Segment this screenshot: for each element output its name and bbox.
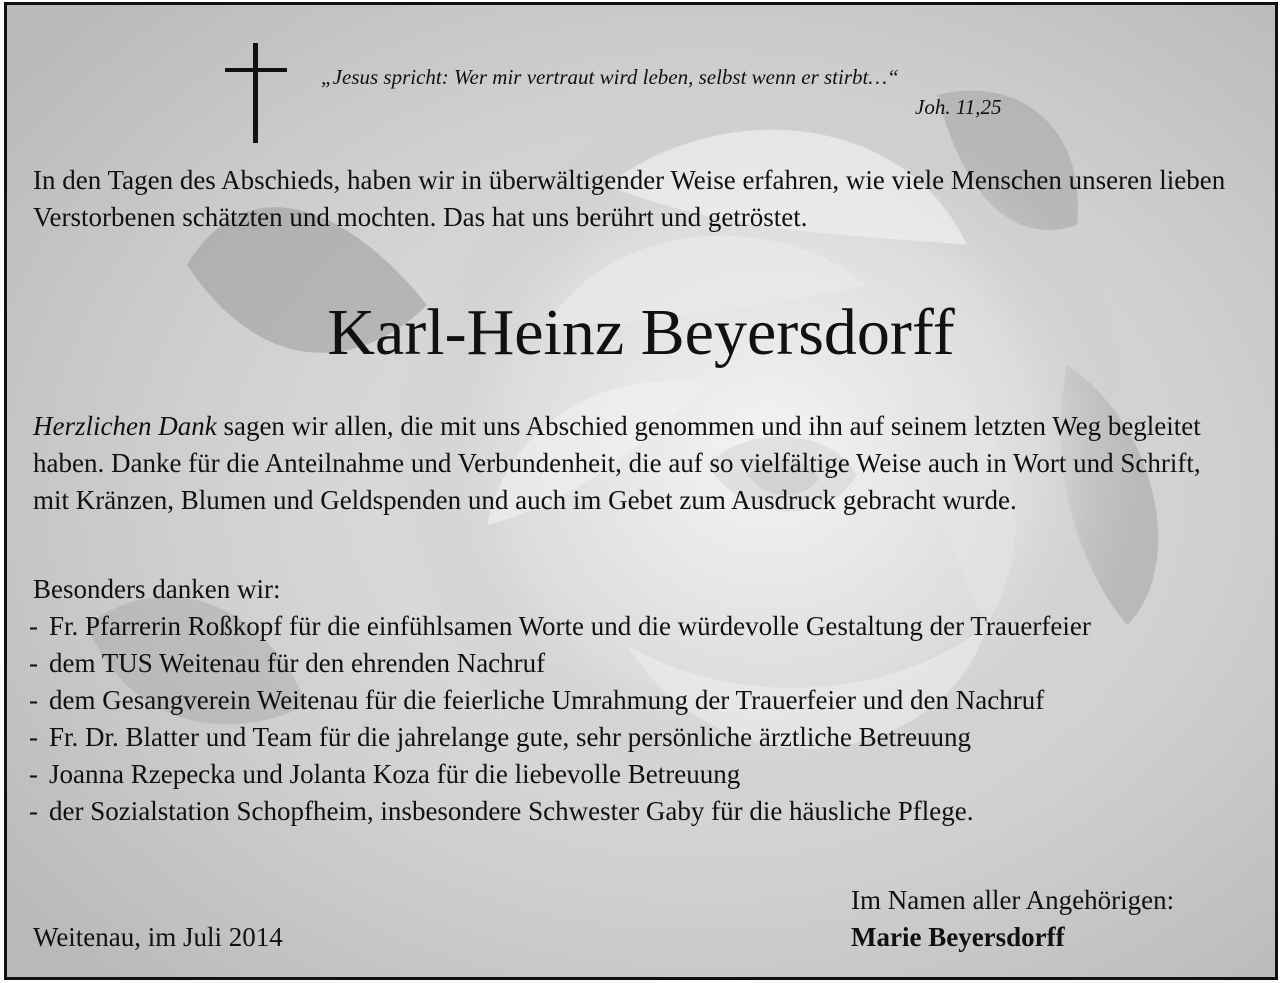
bible-quote: „Jesus spricht: Wer mir vertraut wird leben, selbst wenn er stirbt…“ [321, 65, 899, 89]
list-item-text: Fr. Pfarrerin Roßkopf für die einfühlsamen Worte und die würdevolle Gestaltung der Trauerfeier [49, 611, 1091, 641]
list-item-text: dem TUS Weitenau für den ehrenden Nachruf [49, 648, 546, 678]
list-item-text: Fr. Dr. Blatter und Team für die jahrelange gute, sehr persönliche ärztliche Betreuung [49, 722, 972, 752]
deceased-name: Karl-Heinz Beyersdorff [327, 296, 955, 369]
signature-name: Marie Beyersdorff [851, 922, 1065, 952]
thanks-lead: Herzlichen Dank [33, 411, 217, 441]
list-item [29, 756, 1239, 793]
cross-icon [225, 43, 287, 143]
list-bullet: - [29, 611, 38, 641]
obituary-card [4, 2, 1278, 980]
list-bullet: - [29, 796, 38, 826]
list-item [29, 682, 1239, 719]
thanks-paragraph [33, 408, 1233, 519]
obituary-content [7, 5, 1275, 977]
signature-label: Im Namen aller Angehörigen: [851, 885, 1175, 915]
list-item [29, 719, 1239, 756]
list-item [29, 608, 1239, 645]
list-bullet: - [29, 759, 38, 789]
special-thanks-list [29, 608, 1239, 830]
list-bullet: - [29, 722, 38, 752]
list-item-text: dem Gesangverein Weitenau für die feierliche Umrahmung der Trauerfeier und den Nachruf [49, 685, 1045, 715]
special-thanks-heading: Besonders danken wir: [33, 574, 281, 604]
thanks-body: sagen wir allen, die mit uns Abschied genommen und ihn auf seinem letzten Weg begleitet haben. Danke für die Anteilnahme und Verbundenheit, die auf so vielfältige Weise auch in Wort und Schrift, mit Kränzen, Blumen und Geldspenden und auch im Gebet zum Ausdruck gebracht wurde. [33, 411, 1201, 515]
list-item-text: Joanna Rzepecka und Jolanta Koza für die liebevolle Betreuung [49, 759, 741, 789]
place-date: Weitenau, im Juli 2014 [33, 922, 283, 952]
list-bullet: - [29, 685, 38, 715]
list-bullet: - [29, 648, 38, 678]
list-item-text: der Sozialstation Schopfheim, insbesondere Schwester Gaby für die häusliche Pflege. [49, 796, 974, 826]
list-item [29, 793, 1239, 830]
intro-paragraph: In den Tagen des Abschieds, haben wir in überwältigender Weise erfahren, wie viele Menschen unseren lieben Verstorbenen schätzten und mochten. Das hat uns berührt und getröstet. [33, 165, 1226, 232]
bible-quote-reference: Joh. 11,25 [915, 95, 1002, 119]
list-item [29, 645, 1239, 682]
